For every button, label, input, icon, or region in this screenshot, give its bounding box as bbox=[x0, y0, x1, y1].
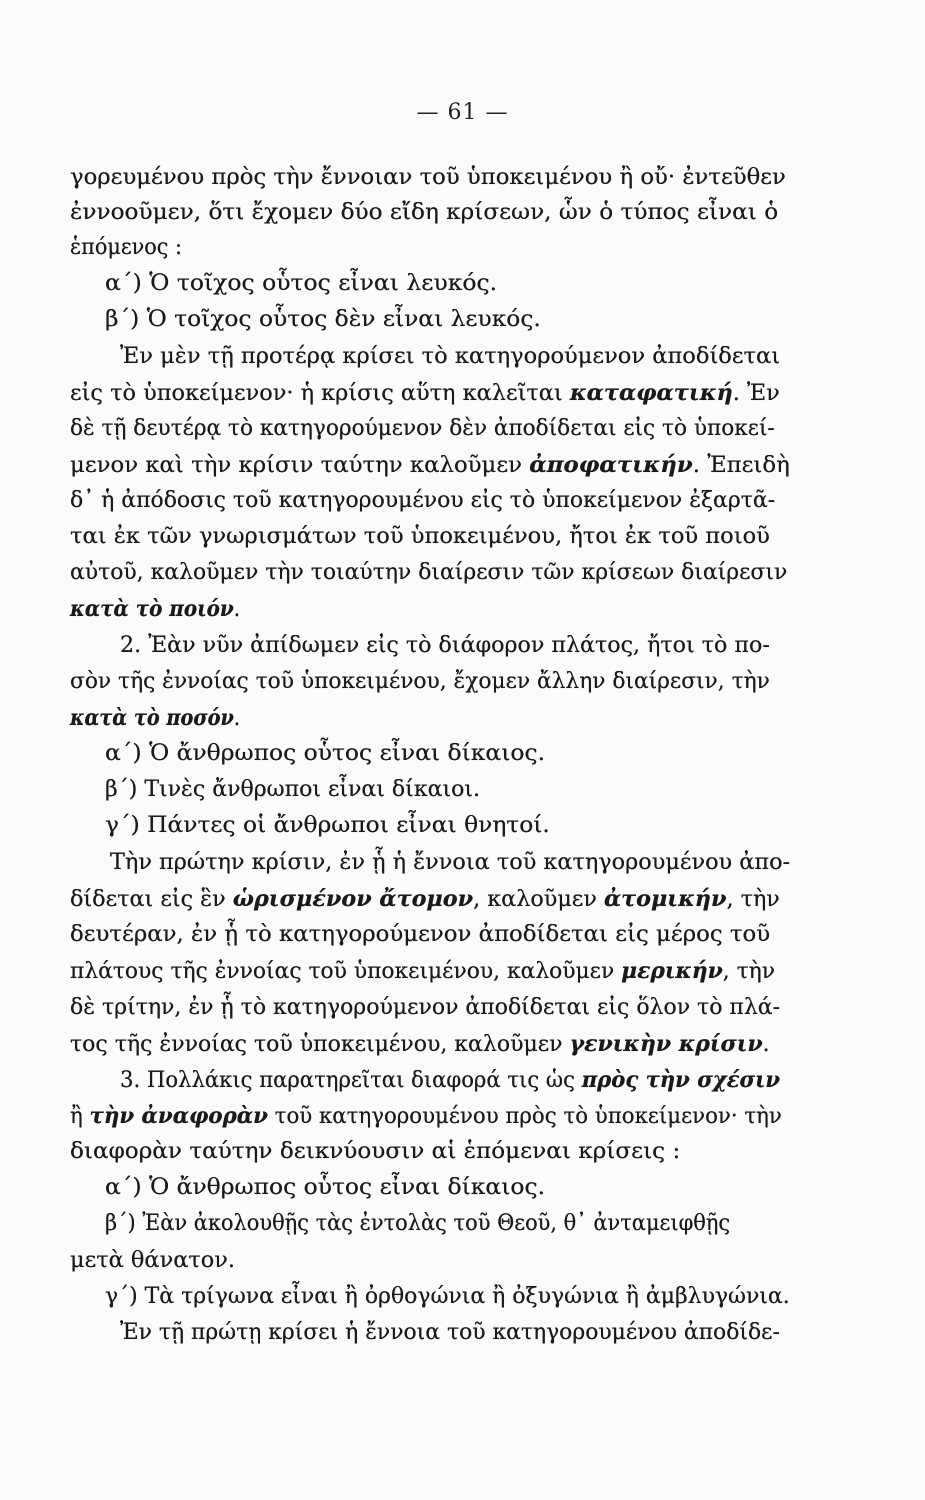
text-segment: 2. Ἐὰν νῦν ἀπίδωμεν εἰς τὸ διάφορον πλάτος, ἤτοι τὸ πο- bbox=[120, 633, 770, 658]
emphasized-term: ἀποφατικήν bbox=[529, 452, 693, 478]
text-line bbox=[0, 772, 925, 808]
text-line bbox=[0, 1026, 925, 1062]
text-line bbox=[0, 1279, 925, 1315]
text-segment: γ΄) Πάντες οἱ ἄνθρωποι εἶναι θνητοί. bbox=[105, 813, 550, 838]
text-line bbox=[0, 230, 925, 266]
emphasized-term: κατὰ τὸ ποσόν bbox=[70, 705, 234, 731]
text-segment: αὐτοῦ, καλοῦμεν τὴν τοιαύτην διαίρεσιν τῶν κρίσεων διαίρεσιν bbox=[70, 560, 788, 585]
text-line bbox=[0, 160, 925, 196]
text-line bbox=[0, 1315, 925, 1351]
text-segment: ἢ bbox=[70, 1104, 90, 1129]
text-segment: διαφορὰν ταύτην δεικνύουσιν αἱ ἑπόμεναι κρίσεις : bbox=[70, 1139, 681, 1164]
text-line bbox=[0, 483, 925, 519]
text-line bbox=[0, 845, 925, 881]
text-segment: , καλοῦμεν bbox=[473, 887, 604, 912]
text-segment: β΄) Τινὲς ἄνθρωποι εἶναι δίκαιοι. bbox=[105, 777, 480, 802]
text-segment: ἐννοοῦμεν, ὅτι ἔχομεν δύο εἴδη κρίσεων, ὧν ὁ τύπος εἶναι ὁ bbox=[70, 200, 779, 225]
emphasized-term: μερικήν bbox=[621, 958, 723, 984]
emphasized-term: γενικὴν κρίσιν bbox=[569, 1031, 763, 1057]
text-segment: πλάτους τῆς ἐννοίας τοῦ ὑποκειμένου, καλοῦμεν bbox=[70, 959, 622, 984]
text-line bbox=[0, 628, 925, 664]
text-line bbox=[0, 664, 925, 700]
text-segment: Ἐν τῇ πρώτῃ κρίσει ἡ ἔννοια τοῦ κατηγορουμένου ἀποδίδε- bbox=[120, 1320, 780, 1345]
text-segment: μενον καὶ τὴν κρίσιν ταύτην καλοῦμεν bbox=[70, 453, 530, 478]
text-line bbox=[0, 917, 925, 953]
text-line bbox=[0, 266, 925, 302]
emphasized-term: τὴν ἀναφορὰν bbox=[89, 1103, 268, 1129]
page-number: — 61 — bbox=[416, 100, 509, 125]
text-segment: τος τῆς ἐννοίας τοῦ ὑποκειμένου, καλοῦμεν bbox=[70, 1032, 570, 1057]
text-segment: δ᾽ ἡ ἀπόδοσις τοῦ κατηγορουμένου εἰς τὸ ὑποκείμενον ἐξαρτᾶ- bbox=[70, 488, 776, 513]
text-line bbox=[0, 447, 925, 483]
text-segment: δὲ τῇ δευτέρᾳ τὸ κατηγορούμενον δὲν ἀποδίδεται εἰς τὸ ὑποκεί- bbox=[70, 416, 775, 441]
emphasized-term: ὡρισμένον ἄτομον bbox=[232, 886, 474, 912]
text-segment: τοῦ κατηγορουμένου πρὸς τὸ ὑποκείμενον· τὴν bbox=[267, 1104, 782, 1129]
text-segment: δὲ τρίτην, ἐν ᾗ τὸ κατηγορούμενον ἀποδίδεται εἰς ὅλον τὸ πλά- bbox=[70, 995, 781, 1020]
text-segment: μετὰ θάνατον. bbox=[70, 1248, 236, 1273]
text-segment: δίδεται εἰς ἓν bbox=[70, 887, 233, 912]
text-segment: α΄) Ὁ ἄνθρωπος οὗτος εἶναι δίκαιος. bbox=[105, 741, 546, 766]
text-line bbox=[0, 519, 925, 555]
text-line bbox=[0, 1170, 925, 1206]
text-line bbox=[0, 1243, 925, 1279]
text-line bbox=[0, 953, 925, 989]
text-segment: γ΄) Τὰ τρίγωνα εἶναι ἢ ὀρθογώνια ἢ ὀξυγώνια ἢ ἀμβλυγώνια. bbox=[105, 1284, 790, 1309]
text-segment: , τὴν bbox=[722, 959, 776, 984]
text-line bbox=[0, 736, 925, 772]
text-segment: α΄) Ὁ τοῖχος οὗτος εἶναι λευκός. bbox=[105, 271, 498, 296]
text-segment: ται ἐκ τῶν γνωρισμάτων τοῦ ὑποκειμένου, ἤτοι ἐκ τοῦ ποιοῦ bbox=[70, 524, 770, 549]
text-segment: ἑπόμενος : bbox=[70, 235, 183, 260]
text-line bbox=[0, 375, 925, 411]
text-line bbox=[0, 591, 925, 627]
text-line bbox=[0, 339, 925, 375]
text-segment: δευτέραν, ἐν ᾗ τὸ κατηγορούμενον ἀποδίδεται εἰς μέρος τοῦ bbox=[70, 922, 771, 947]
text-segment: εἰς τὸ ὑποκείμενον· ἡ κρίσις αὕτη καλεῖται bbox=[70, 381, 570, 406]
text-line bbox=[0, 555, 925, 591]
emphasized-term: πρὸς τὴν σχέσιν bbox=[581, 1067, 781, 1093]
text-line bbox=[0, 411, 925, 447]
text-line bbox=[0, 990, 925, 1026]
text-line bbox=[0, 881, 925, 917]
text-line bbox=[0, 1206, 925, 1242]
text-segment: 3. Πολλάκις παρατηρεῖται διαφορά τις ὡς bbox=[120, 1068, 582, 1093]
text-line bbox=[0, 1134, 925, 1170]
text-segment: . Ἐπειδὴ bbox=[692, 453, 790, 478]
text-segment: γορευμένου πρὸς τὴν ἔννοιαν τοῦ ὑποκειμένου ἢ οὔ· ἐντεῦθεν bbox=[70, 165, 786, 190]
emphasized-term: ἀτομικήν bbox=[603, 886, 727, 912]
text-segment: Ἐν μὲν τῇ προτέρᾳ κρίσει τὸ κατηγορούμενον ἀποδίδεται bbox=[120, 344, 781, 369]
text-line bbox=[0, 195, 925, 231]
text-segment: . Ἐν bbox=[732, 381, 780, 406]
text-line bbox=[0, 700, 925, 736]
text-segment: Τὴν πρώτην κρίσιν, ἐν ᾗ ἡ ἔννοια τοῦ κατηγορουμένου ἀπο- bbox=[110, 850, 791, 875]
emphasized-term: καταφατική bbox=[569, 380, 733, 406]
text-segment: β΄) Ἐὰν ἀκολουθῇς τὰς ἐντολὰς τοῦ Θεοῦ, θ᾽ ἀνταμειφθῇς bbox=[105, 1211, 731, 1236]
emphasized-term: κατὰ τὸ ποιόν bbox=[70, 596, 234, 622]
text-segment: . bbox=[233, 706, 241, 731]
text-line bbox=[0, 1098, 925, 1134]
text-line bbox=[0, 302, 925, 338]
text-line bbox=[0, 1062, 925, 1098]
text-segment: σὸν τῆς ἐννοίας τοῦ ὑποκειμένου, ἔχομεν ἄλλην διαίρεσιν, τὴν bbox=[70, 669, 770, 694]
text-segment: , τὴν bbox=[726, 887, 780, 912]
text-segment: β΄) Ὁ τοῖχος οὗτος δὲν εἶναι λευκός. bbox=[105, 307, 541, 332]
text-segment: α΄) Ὁ ἄνθρωπος οὗτος εἶναι δίκαιος. bbox=[105, 1175, 546, 1200]
text-segment: . bbox=[233, 597, 241, 622]
text-segment: . bbox=[762, 1032, 770, 1057]
text-line bbox=[0, 808, 925, 844]
